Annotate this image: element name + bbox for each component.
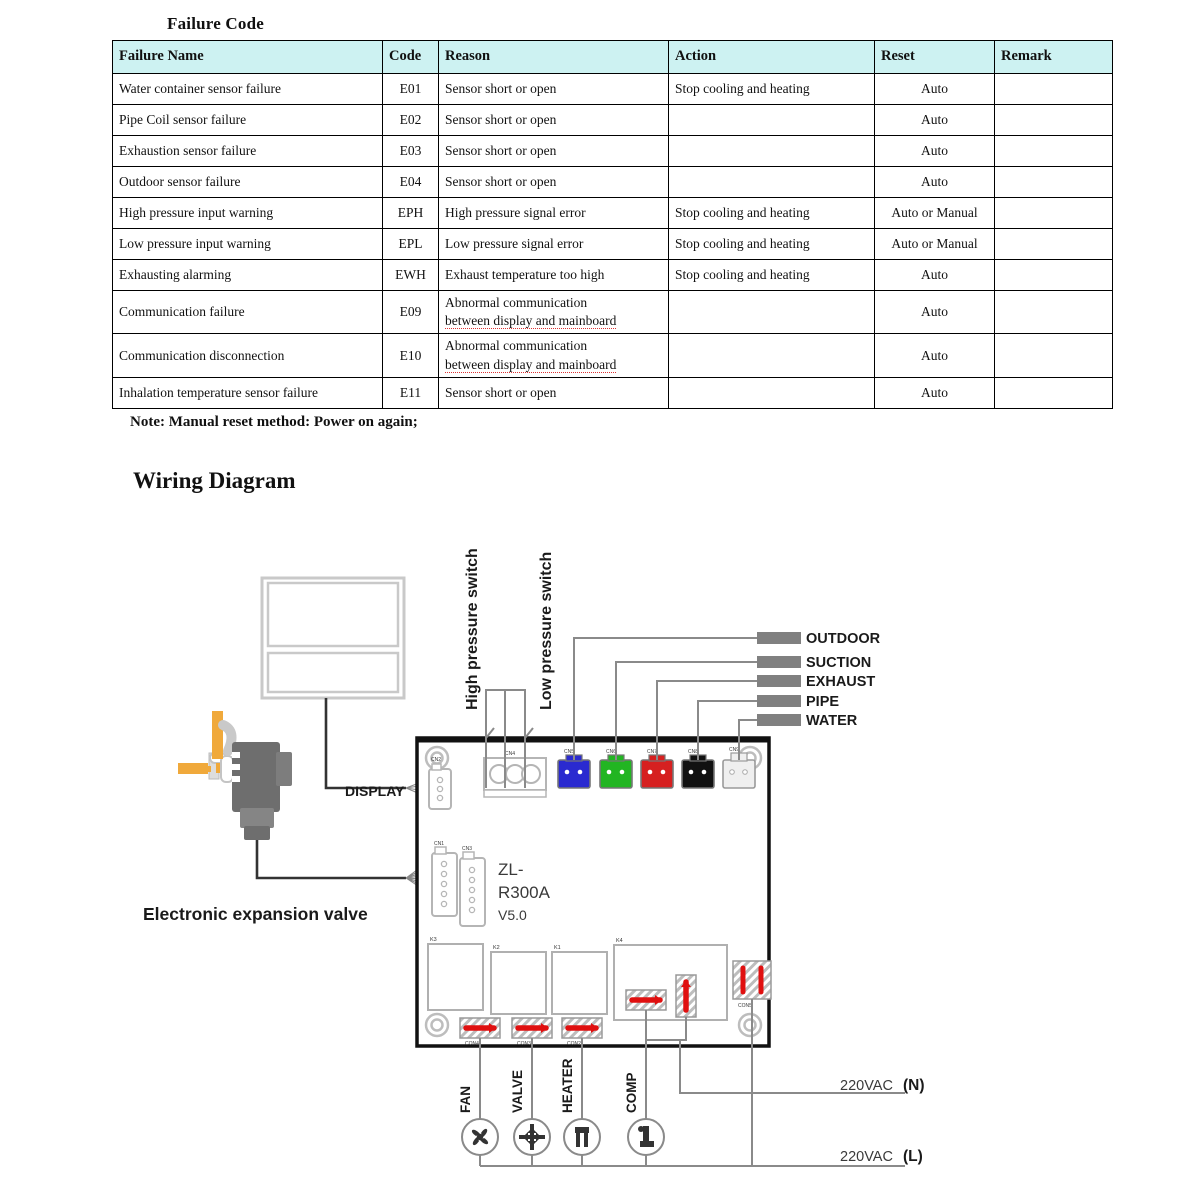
terminal-vertical [676,975,696,1017]
cell-failure-name: High pressure input warning [113,198,383,229]
table-row [113,105,1113,136]
expansion-valve-label: Electronic expansion valve [143,904,368,924]
cell-reset: Auto [875,260,995,291]
cn2-label: CN2 [431,757,442,763]
cell-code: E02 [383,105,439,136]
cell-action: Stop cooling and heating [669,74,875,105]
display-label: DISPLAY [345,783,405,799]
cell-remark [995,377,1113,408]
cell-reason: Abnormal communication between display and mainboard [439,291,669,334]
cell-remark [995,105,1113,136]
cell-action [669,334,875,377]
column-header-reset: Reset [875,41,995,74]
cell-remark [995,334,1113,377]
relay-k1-label: K1 [554,945,561,951]
wiring-diagram [0,520,1200,1200]
cell-failure-name: Inhalation temperature sensor failure [113,377,383,408]
cell-reason: Sensor short or open [439,136,669,167]
svg-text:CON2: CON2 [567,1041,581,1047]
relay-k2-label: K2 [493,945,500,951]
terminal-con1 [626,990,666,1010]
high-pressure-switch-label: High pressure switch [464,548,481,710]
cell-code: EPL [383,229,439,260]
table-header-row [113,41,1113,74]
table-row [113,260,1113,291]
cell-remark [995,260,1113,291]
cn3-label: CN3 [462,846,473,852]
power-label-n: 220VAC [840,1078,893,1094]
cell-reset: Auto or Manual [875,198,995,229]
cn5-label: CN5 [564,749,575,755]
cell-reason: High pressure signal error [439,198,669,229]
column-header-failure-name: Failure Name [113,41,383,74]
cell-remark [995,136,1113,167]
cell-reason: Sensor short or open [439,167,669,198]
failure-code-table [112,40,1113,409]
cn1-label: CN1 [434,841,445,847]
column-header-action: Action [669,41,875,74]
power-label-l: 220VAC [840,1149,893,1165]
table-row [113,136,1113,167]
cell-action [669,105,875,136]
cell-action: Stop cooling and heating [669,229,875,260]
cell-reset: Auto [875,167,995,198]
cell-reset: Auto [875,291,995,334]
column-header-remark: Remark [995,41,1113,74]
sensor-bulbs [757,632,801,726]
cell-reset: Auto [875,136,995,167]
table-row [113,334,1113,377]
output-label-comp: COMP [624,1072,639,1113]
output-symbols [462,1119,664,1155]
cell-failure-name: Exhausting alarming [113,260,383,291]
cn4-label: CN4 [505,751,516,757]
cell-failure-name: Communication failure [113,291,383,334]
sensor-label-outdoor: OUTDOOR [806,631,881,647]
output-label-heater: HEATER [560,1058,575,1113]
power-labels [840,1077,925,1165]
wiring-diagram-title: Wiring Diagram [133,468,296,493]
cell-remark [995,167,1113,198]
cell-reset: Auto [875,377,995,408]
cn6-label: CN6 [606,749,617,755]
cn9-label: CN9 [729,747,740,753]
cell-reset: Auto or Manual [875,229,995,260]
cell-reason: Exhaust temperature too high [439,260,669,291]
cell-failure-name: Communication disconnection [113,334,383,377]
table-row [113,377,1113,408]
board-model-line2: R300A [498,883,550,902]
relay-k4-label: K4 [616,938,623,944]
sensor-label-water: WATER [806,713,858,729]
svg-text:CON3: CON3 [517,1041,531,1047]
cell-action [669,291,875,334]
svg-text:CON5: CON5 [738,1003,752,1009]
sensor-label-exhaust: EXHAUST [806,674,876,690]
cell-remark [995,229,1113,260]
board-version: V5.0 [498,907,527,923]
cell-reset: Auto [875,334,995,377]
cell-action [669,136,875,167]
cell-failure-name: Low pressure input warning [113,229,383,260]
cell-code: E11 [383,377,439,408]
cell-reset: Auto [875,105,995,136]
board-model-line1: ZL- [498,860,524,879]
table-row [113,291,1113,334]
table-row [113,74,1113,105]
cell-action: Stop cooling and heating [669,260,875,291]
cell-failure-name: Outdoor sensor failure [113,167,383,198]
cell-code: E10 [383,334,439,377]
pressure-switch-terminal-cn4 [484,751,546,797]
column-header-reason: Reason [439,41,669,74]
main-control-board [417,738,771,1047]
cell-action [669,167,875,198]
output-label-fan: FAN [458,1086,473,1113]
cn8-label: CN8 [688,749,699,755]
cell-remark [995,198,1113,229]
cell-action [669,377,875,408]
table-row [113,167,1113,198]
cell-reason: Sensor short or open [439,377,669,408]
cell-action: Stop cooling and heating [669,198,875,229]
power-phase-n: (N) [903,1077,925,1094]
cell-reason: Sensor short or open [439,74,669,105]
cell-code: E03 [383,136,439,167]
cn7-label: CN7 [647,749,658,755]
cell-code: E09 [383,291,439,334]
relay-k3-label: K3 [430,937,437,943]
sensor-label-pipe: PIPE [806,694,840,710]
cell-failure-name: Pipe Coil sensor failure [113,105,383,136]
failure-code-section [112,14,1112,431]
sensor-label-suction: SUCTION [806,655,872,671]
cell-code: EWH [383,260,439,291]
cell-reason: Low pressure signal error [439,229,669,260]
cell-code: E01 [383,74,439,105]
cell-remark [995,74,1113,105]
cell-code: EPH [383,198,439,229]
electronic-expansion-valve [143,711,406,924]
svg-text:CON4: CON4 [465,1041,479,1047]
cell-failure-name: Water container sensor failure [113,74,383,105]
cell-code: E04 [383,167,439,198]
cell-reset: Auto [875,74,995,105]
cell-reason: Abnormal communication between display and mainboard [439,334,669,377]
low-pressure-switch-label: Low pressure switch [538,551,555,710]
cell-failure-name: Exhaustion sensor failure [113,136,383,167]
table-row [113,198,1113,229]
output-label-valve: VALVE [510,1069,525,1113]
column-header-code: Code [383,41,439,74]
cell-remark [995,291,1113,334]
failure-code-title: Failure Code [167,14,264,33]
cell-reason: Sensor short or open [439,105,669,136]
table-row [113,229,1113,260]
power-phase-l: (L) [903,1148,923,1165]
manual-reset-note: Note: Manual reset method: Power on again; [130,413,418,430]
